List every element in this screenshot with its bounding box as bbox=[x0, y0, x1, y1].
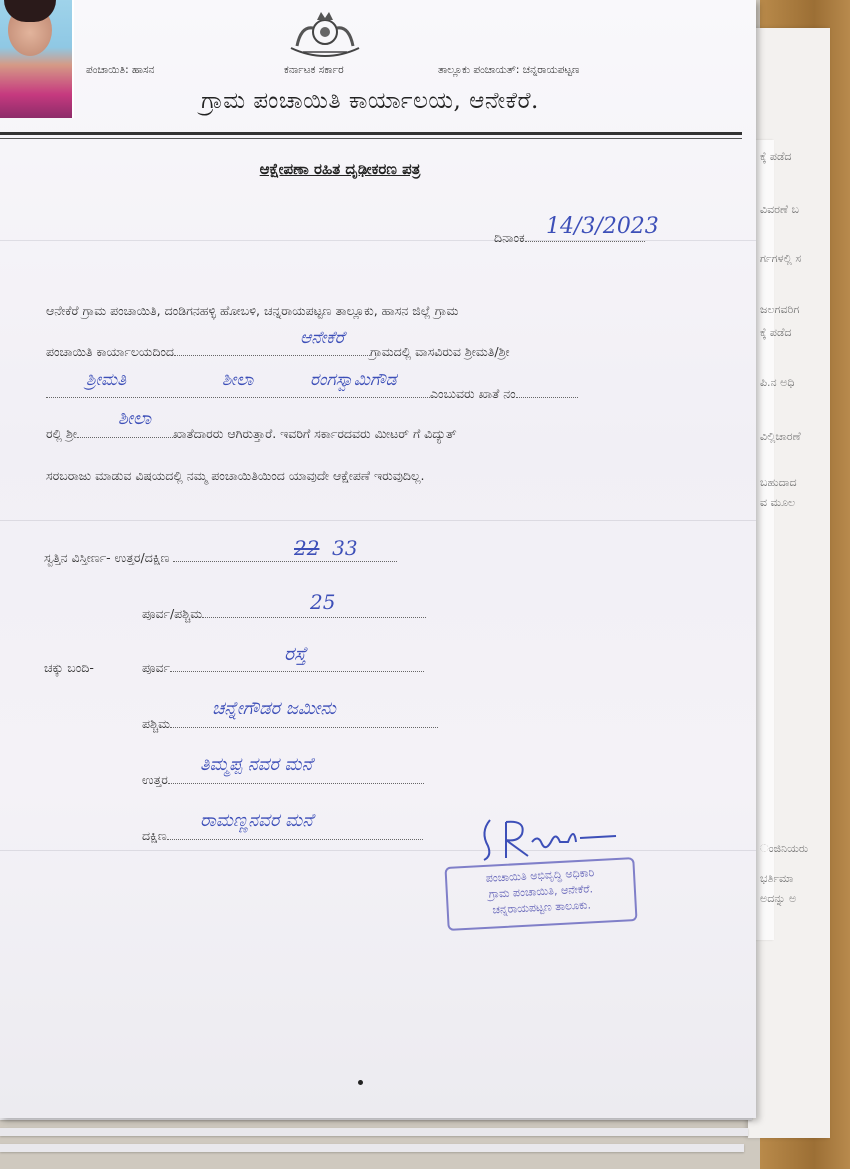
para-line-4 bbox=[46, 426, 457, 442]
east-handwritten: ರಸ್ತೆ bbox=[284, 643, 307, 665]
north-label: ಉತ್ತರ bbox=[142, 772, 168, 787]
bg-fragment: ವ ಮೂಲ bbox=[760, 496, 796, 509]
bg-fragment: ವಿಲ್ಲಿಚಾರಣೆ bbox=[760, 430, 801, 443]
bg-fragment: ಜಲಗವರಿಗ bbox=[760, 303, 800, 316]
khata-holder-handwritten: ಶೀಲಾ bbox=[118, 408, 152, 429]
header-rule bbox=[0, 132, 742, 135]
village-handwritten: ಆನೇಕೆರೆ bbox=[300, 328, 345, 348]
bg-fragment: ವಿವರಣೆ ಬ bbox=[760, 203, 799, 216]
bg-fragment: ಂಜಿನಿಯರು bbox=[760, 842, 809, 855]
para-line-1: ಆನೇಕೆರೆ ಗ್ರಾಮ ಪಂಚಾಯಿತಿ, ದಂಡಿಗನಹಳ್ಳಿ ಹೋಬಳಿ, ಚನ್ನರಾಯಪಟ್ಟಣ ತಾಲ್ಲೂಕು, ಹಾಸನ ಜಿಲ್ಲೆ ಗ್ರಾಮ bbox=[46, 303, 459, 318]
area-label: ಸ್ವತ್ತಿನ ವಿಸ್ತೀರ್ಣ- ಉತ್ತರ/ದಕ್ಷಿಣ bbox=[44, 550, 170, 565]
bg-fragment: ಭರ್ತಿಮಾ bbox=[760, 872, 794, 885]
office-title: ಗ್ರಾಮ ಪಂಚಾಯಿತಿ ಕಾರ್ಯಾಲಯ, ಆನೇಕೆರೆ. bbox=[201, 88, 539, 114]
bg-fragment: ಅದನ್ನು ಅ bbox=[760, 892, 797, 905]
fold-crease bbox=[0, 850, 756, 851]
fold-crease bbox=[0, 520, 756, 521]
west-label: ಪಶ್ಚಿಮ bbox=[142, 716, 170, 731]
header-rule-thin bbox=[0, 138, 742, 139]
area-ns-value: 33 bbox=[332, 536, 358, 560]
karnataka-emblem-icon bbox=[283, 8, 367, 58]
area-ew-handwritten: 25 bbox=[310, 590, 336, 614]
area-ew-row bbox=[142, 606, 426, 622]
stamp-line: ಗ್ರಾಮ ಪಂಚಾಯಿತಿ, ಆನೇಕೆರೆ. bbox=[488, 882, 594, 901]
stamp-line: ಚನ್ನರಾಯಪಟ್ಟಣ ತಾಲೂಕು. bbox=[492, 898, 592, 917]
area-ns-handwritten: 22 33 bbox=[294, 536, 358, 560]
header-taluk-panchayat: ತಾಲ್ಲೂಕು ಪಂಚಾಯತ್: ಚನ್ನರಾಯಪಟ್ಟಣ bbox=[438, 64, 580, 76]
name-handwritten-2: ಶೀಲಾ bbox=[222, 370, 254, 390]
boundary-label: ಚಕ್ಕು ಬಂದಿ- bbox=[44, 660, 94, 675]
para-text: ರಲ್ಲಿ ಶ್ರೀ bbox=[46, 426, 78, 441]
header-panchayat-district: ಪಂಚಾಯಿತಿ: ಹಾಸನ bbox=[86, 64, 155, 76]
para-line-5: ಸರಬರಾಜು ಮಾಡುವ ವಿಷಯದಲ್ಲಿ ನಮ್ಮ ಪಂಚಾಯಿತಿಯಿಂದ ಯಾವುದೇ ಆಕ್ಷೇಪಣೆ ಇರುವುದಿಲ್ಲ. bbox=[46, 468, 425, 483]
north-handwritten: ತಿಮ್ಮಪ್ಪ ನವರ ಮನೆ bbox=[200, 754, 313, 775]
para-text: ಎಂಬುವರು ಖಾತೆ ನಂ bbox=[430, 386, 516, 401]
para-text: ಪಂಚಾಯಿತಿ ಕಾರ್ಯಾಲಯದಿಂದ bbox=[46, 344, 175, 359]
para-text: ಗ್ರಾಮದಲ್ಲಿ ವಾಸವಿರುವ ಶ್ರೀಮತಿ/ಶ್ರೀ bbox=[370, 344, 510, 359]
ink-speck bbox=[358, 1080, 363, 1085]
para-text: ಖಾತೆದಾರರು ಆಗಿರುತ್ತಾರೆ. ಇವರಿಗೆ ಸರ್ಕಾರದವರು ಮೀಟರ್ ಗೆ ವಿದ್ಯುತ್ bbox=[173, 426, 457, 441]
south-handwritten: ರಾಮಣ್ಣನವರ ಮನೆ bbox=[200, 810, 313, 831]
name-handwritten-3: ರಂಗಸ್ವಾಮಿಗೌಡ bbox=[310, 370, 397, 390]
name-handwritten-1: ಶ್ರೀಮತಿ bbox=[86, 370, 127, 390]
bg-fragment: ಪಿ.ನ ಅಧಿ bbox=[760, 376, 795, 389]
stamp-line: ಪಂಚಾಯಿತಿ ಅಭಿವೃದ್ಧಿ ಅಧಿಕಾರಿ bbox=[485, 866, 595, 885]
bg-fragment: ಬಹುದಾದ bbox=[760, 476, 797, 489]
official-seal-stamp bbox=[444, 857, 637, 931]
bg-fragment: ರ್ಗಗಳಲ್ಲಿ ಸ bbox=[760, 252, 802, 265]
east-row bbox=[142, 660, 424, 676]
stacked-sheet-edge bbox=[0, 1128, 748, 1136]
para-line-2 bbox=[46, 344, 510, 360]
south-label: ದಕ್ಷಿಣ bbox=[142, 828, 167, 843]
header-government: ಕರ್ನಾಟಕ ಸರ್ಕಾರ bbox=[284, 64, 344, 76]
bg-fragment: ಕ್ಕೆ ಪಡೆದ bbox=[760, 326, 792, 339]
document-title: ಆಕ್ಷೇಪಣಾ ರಹಿತ ದೃಢೀಕರಣ ಪತ್ರ bbox=[259, 160, 421, 178]
officer-signature bbox=[476, 812, 626, 864]
east-label: ಪೂರ್ವ bbox=[142, 660, 170, 675]
date-label: ದಿನಾಂಕ bbox=[494, 230, 525, 245]
west-handwritten: ಚನ್ನೇಗೌಡರ ಜಮೀನು bbox=[212, 698, 336, 719]
stacked-sheet-edge bbox=[0, 1144, 744, 1152]
area-ew-label: ಪೂರ್ವ/ಪಶ್ಚಿಮ bbox=[142, 606, 203, 621]
date-handwritten: 14/3/2023 bbox=[546, 214, 659, 239]
bg-fragment: ಕ್ಕೆ ಪಡೆದ bbox=[760, 150, 792, 163]
